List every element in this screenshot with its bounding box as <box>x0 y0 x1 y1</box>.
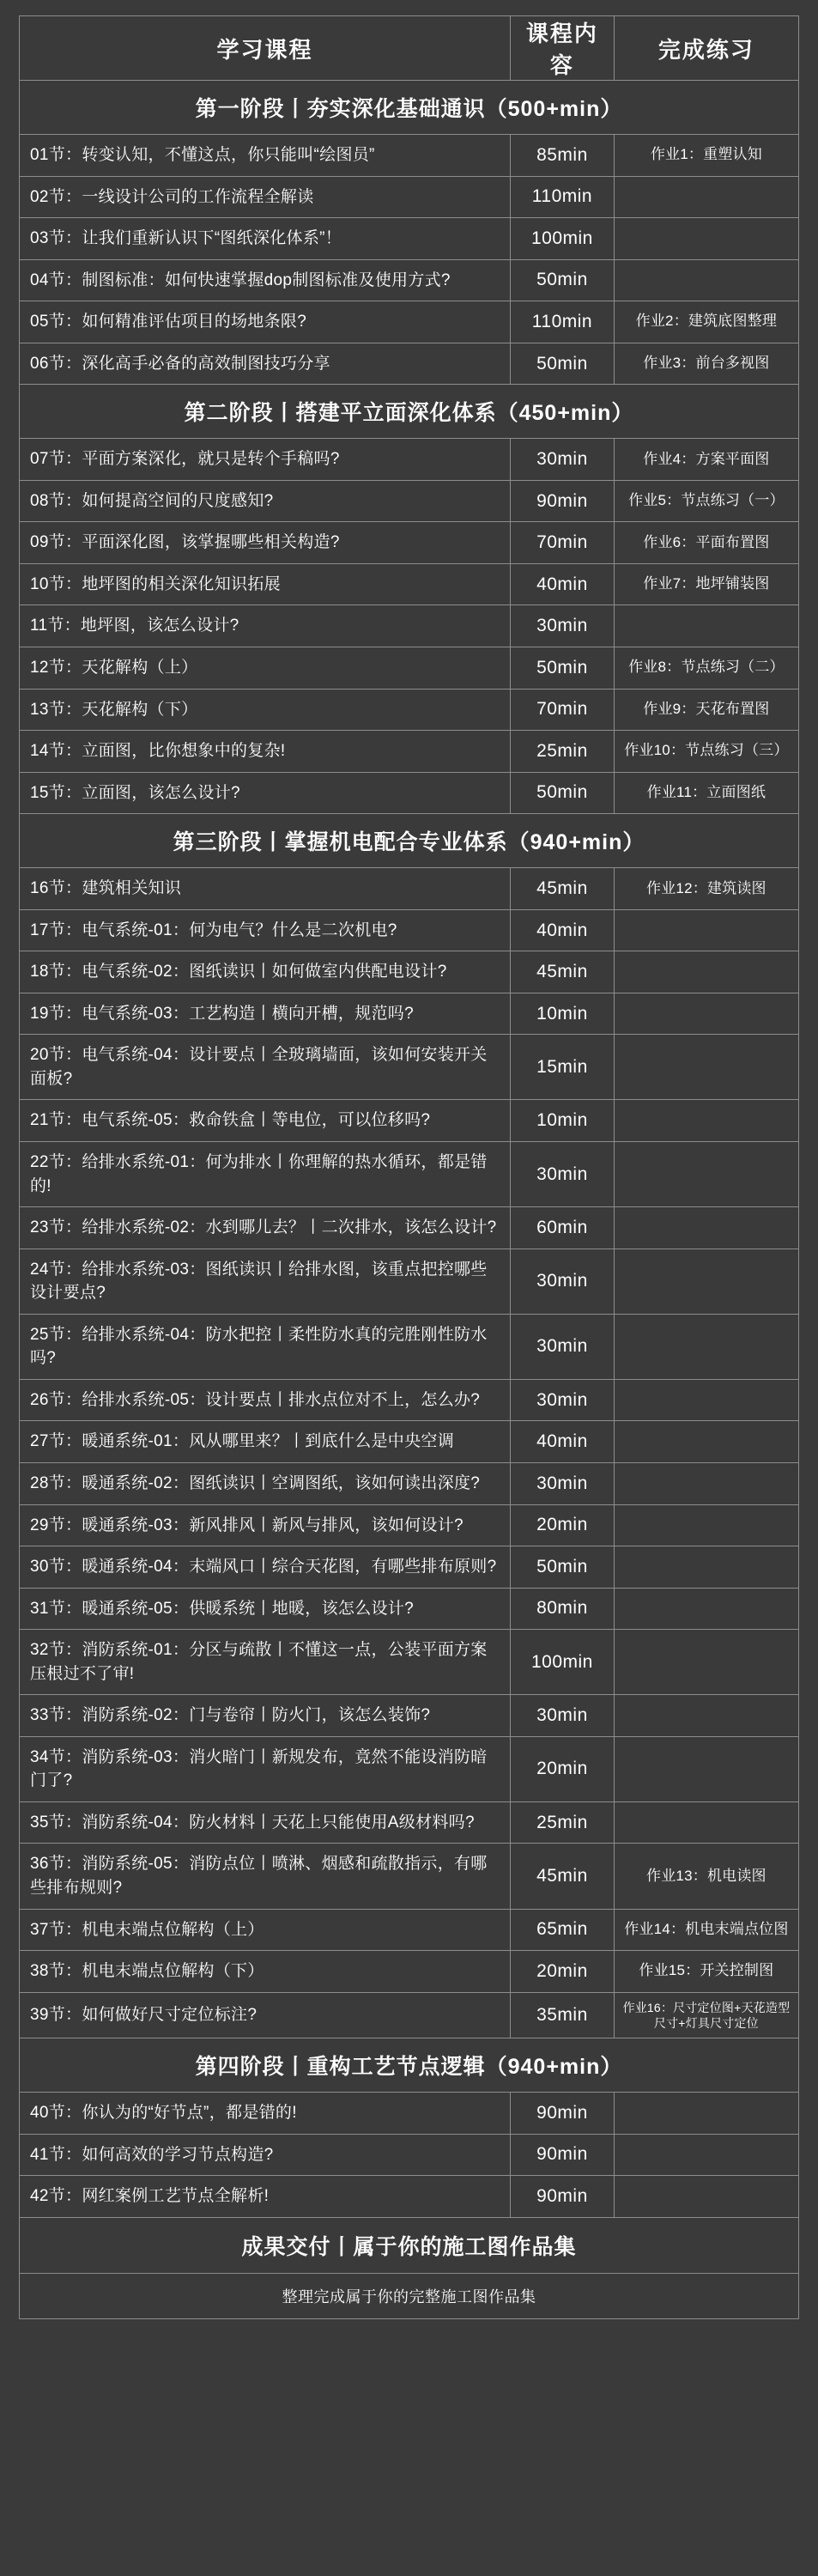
lesson-homework: 作业7：地坪铺装图 <box>614 563 798 605</box>
lesson-duration: 100min <box>511 1630 615 1695</box>
lesson-duration: 110min <box>511 301 615 343</box>
lesson-title[interactable]: 33节：消防系统-02：门与卷帘丨防火门，该怎么装饰? <box>20 1695 511 1737</box>
lesson-homework <box>614 259 798 301</box>
table-row[interactable] <box>20 689 799 731</box>
header-row <box>20 16 799 81</box>
table-row[interactable] <box>20 951 799 993</box>
table-row[interactable] <box>20 1844 799 1909</box>
table-row[interactable] <box>20 259 799 301</box>
lesson-homework <box>614 1801 798 1844</box>
stage-title: 第三阶段丨掌握机电配合专业体系（940+min） <box>20 814 799 868</box>
lesson-duration: 20min <box>511 1736 615 1801</box>
table-row[interactable] <box>20 868 799 910</box>
lesson-homework: 作业10：节点练习（三） <box>614 731 798 773</box>
lesson-title[interactable]: 27节：暖通系统-01：风从哪里来？丨到底什么是中央空调 <box>20 1421 511 1463</box>
deliverable-title: 成果交付丨属于你的施工图作品集 <box>20 2217 799 2273</box>
lesson-homework <box>614 951 798 993</box>
lesson-title[interactable]: 41节：如何高效的学习节点构造? <box>20 2134 511 2176</box>
lesson-homework <box>614 1142 798 1207</box>
lesson-homework <box>614 1035 798 1100</box>
lesson-homework: 作业11：立面图纸 <box>614 772 798 814</box>
lesson-homework <box>614 1504 798 1546</box>
lesson-homework <box>614 605 798 647</box>
lesson-title[interactable]: 17节：电气系统-01：何为电气？什么是二次机电? <box>20 909 511 951</box>
lesson-duration: 45min <box>511 1844 615 1909</box>
lesson-title[interactable]: 21节：电气系统-05：救命铁盒丨等电位，可以位移吗? <box>20 1100 511 1142</box>
lesson-duration: 30min <box>511 605 615 647</box>
lesson-homework: 作业9：天花布置图 <box>614 689 798 731</box>
lesson-homework: 作业12：建筑读图 <box>614 868 798 910</box>
lesson-title[interactable]: 28节：暖通系统-02：图纸读识丨空调图纸，该如何读出深度? <box>20 1462 511 1504</box>
lesson-duration: 50min <box>511 259 615 301</box>
lesson-duration: 90min <box>511 2092 615 2134</box>
lesson-duration: 50min <box>511 647 615 690</box>
table-row[interactable] <box>20 1142 799 1207</box>
table-row[interactable] <box>20 1462 799 1504</box>
lesson-homework: 作业1：重塑认知 <box>614 135 798 177</box>
lesson-duration: 35min <box>511 1992 615 2038</box>
lesson-homework <box>614 1546 798 1589</box>
table-header <box>20 16 799 81</box>
lesson-title[interactable]: 16节：建筑相关知识 <box>20 868 511 910</box>
lesson-homework <box>614 1695 798 1737</box>
lesson-title[interactable]: 26节：给排水系统-05：设计要点丨排水点位对不上，怎么办? <box>20 1379 511 1421</box>
table-row[interactable] <box>20 1951 799 1993</box>
table-row[interactable] <box>20 480 799 522</box>
course-table <box>19 15 799 2319</box>
lesson-duration: 40min <box>511 563 615 605</box>
lesson-title[interactable]: 13节：天花解构（下） <box>20 689 511 731</box>
lesson-homework <box>614 1462 798 1504</box>
table-row[interactable] <box>20 647 799 690</box>
lesson-title[interactable]: 01节：转变认知，不懂这点，你只能叫“绘图员” <box>20 135 511 177</box>
lesson-title[interactable]: 03节：让我们重新认识下“图纸深化体系”！ <box>20 218 511 260</box>
table-row[interactable] <box>20 2134 799 2176</box>
table-row[interactable] <box>20 1695 799 1737</box>
table-row[interactable] <box>20 2092 799 2134</box>
lesson-title[interactable]: 05节：如何精准评估项目的场地条限? <box>20 301 511 343</box>
lesson-title[interactable]: 34节：消防系统-03：消火暗门丨新规发布，竟然不能设消防暗门了? <box>20 1736 511 1801</box>
table-row[interactable] <box>20 176 799 218</box>
lesson-title[interactable]: 07节：平面方案深化，就只是转个手稿吗? <box>20 439 511 481</box>
lesson-title[interactable]: 20节：电气系统-04：设计要点丨全玻璃墙面，该如何安装开关面板? <box>20 1035 511 1100</box>
table-row[interactable] <box>20 1909 799 1951</box>
lesson-homework <box>614 1630 798 1695</box>
table-row[interactable] <box>20 1379 799 1421</box>
stage-row <box>20 385 799 439</box>
lesson-duration: 20min <box>511 1951 615 1993</box>
column-header-homework: 完成练习 <box>614 16 798 81</box>
lesson-duration: 15min <box>511 1035 615 1100</box>
lesson-homework: 作业6：平面布置图 <box>614 522 798 564</box>
lesson-duration: 25min <box>511 1801 615 1844</box>
lesson-title[interactable]: 30节：暖通系统-04：末端风口丨综合天花图，有哪些排布原则? <box>20 1546 511 1589</box>
lesson-homework: 作业8：节点练习（二） <box>614 647 798 690</box>
lesson-title[interactable]: 02节：一线设计公司的工作流程全解读 <box>20 176 511 218</box>
lesson-duration: 40min <box>511 909 615 951</box>
table-row[interactable] <box>20 1100 799 1142</box>
lesson-duration: 50min <box>511 343 615 385</box>
lesson-homework <box>614 1314 798 1379</box>
lesson-duration: 30min <box>511 1379 615 1421</box>
lesson-homework <box>614 909 798 951</box>
table-row[interactable] <box>20 563 799 605</box>
lesson-title[interactable]: 19节：电气系统-03：工艺构造丨横向开槽，规范吗? <box>20 993 511 1035</box>
lesson-title[interactable]: 37节：机电末端点位解构（上） <box>20 1909 511 1951</box>
footer-title-row <box>20 2217 799 2273</box>
lesson-duration: 70min <box>511 522 615 564</box>
table-row[interactable] <box>20 439 799 481</box>
lesson-homework <box>614 176 798 218</box>
table-row[interactable] <box>20 772 799 814</box>
table-row[interactable] <box>20 1736 799 1801</box>
table-row[interactable] <box>20 2176 799 2218</box>
lesson-title[interactable]: 10节：地坪图的相关深化知识拓展 <box>20 563 511 605</box>
table-row[interactable] <box>20 135 799 177</box>
lesson-homework: 作业15：开关控制图 <box>614 1951 798 1993</box>
lesson-title[interactable]: 04节：制图标准：如何快速掌握dop制图标准及使用方式? <box>20 259 511 301</box>
lesson-duration: 90min <box>511 480 615 522</box>
lesson-duration: 30min <box>511 1695 615 1737</box>
stage-row <box>20 814 799 868</box>
lesson-duration: 30min <box>511 1249 615 1314</box>
lesson-duration: 10min <box>511 993 615 1035</box>
lesson-duration: 70min <box>511 689 615 731</box>
table-row[interactable] <box>20 1546 799 1589</box>
table-row[interactable] <box>20 301 799 343</box>
lesson-homework: 作业13：机电读图 <box>614 1844 798 1909</box>
lesson-duration: 85min <box>511 135 615 177</box>
lesson-duration: 45min <box>511 951 615 993</box>
lesson-homework: 作业2：建筑底图整理 <box>614 301 798 343</box>
lesson-duration: 90min <box>511 2176 615 2218</box>
deliverable-note: 整理完成属于你的完整施工图作品集 <box>20 2273 799 2318</box>
lesson-homework <box>614 218 798 260</box>
table-row[interactable] <box>20 1992 799 2038</box>
lesson-duration: 20min <box>511 1504 615 1546</box>
lesson-homework <box>614 2134 798 2176</box>
lesson-duration: 30min <box>511 439 615 481</box>
lesson-title[interactable]: 11节：地坪图，该怎么设计? <box>20 605 511 647</box>
lesson-homework <box>614 1379 798 1421</box>
lesson-title[interactable]: 24节：给排水系统-03：图纸读识丨给排水图，该重点把控哪些设计要点? <box>20 1249 511 1314</box>
lesson-duration: 100min <box>511 218 615 260</box>
stage-row <box>20 2038 799 2092</box>
lesson-title[interactable]: 08节：如何提高空间的尺度感知? <box>20 480 511 522</box>
lesson-title[interactable]: 39节：如何做好尺寸定位标注? <box>20 1992 511 2038</box>
table-row[interactable] <box>20 1249 799 1314</box>
lesson-title[interactable]: 14节：立面图，比你想象中的复杂! <box>20 731 511 773</box>
lesson-title[interactable]: 18节：电气系统-02：图纸读识丨如何做室内供配电设计? <box>20 951 511 993</box>
table-row[interactable] <box>20 1421 799 1463</box>
table-body <box>20 81 799 2218</box>
lesson-homework <box>614 1100 798 1142</box>
table-row[interactable] <box>20 343 799 385</box>
stage-title: 第四阶段丨重构工艺节点逻辑（940+min） <box>20 2038 799 2092</box>
lesson-title[interactable]: 25节：给排水系统-04：防水把控丨柔性防水真的完胜刚性防水吗? <box>20 1314 511 1379</box>
table-row[interactable] <box>20 1801 799 1844</box>
lesson-duration: 50min <box>511 772 615 814</box>
lesson-duration: 50min <box>511 1546 615 1589</box>
lesson-title[interactable]: 32节：消防系统-01：分区与疏散丨不懂这一点，公装平面方案压根过不了审! <box>20 1630 511 1695</box>
column-header-duration: 课程内容 <box>511 16 615 81</box>
lesson-title[interactable]: 40节：你认为的“好节点”，都是错的! <box>20 2092 511 2134</box>
column-header-course: 学习课程 <box>20 16 511 81</box>
lesson-duration: 10min <box>511 1100 615 1142</box>
lesson-homework <box>614 1249 798 1314</box>
lesson-title[interactable]: 35节：消防系统-04：防火材料丨天花上只能使用A级材料吗? <box>20 1801 511 1844</box>
table-row[interactable] <box>20 1630 799 1695</box>
table-footer <box>20 2217 799 2318</box>
lesson-duration: 25min <box>511 731 615 773</box>
lesson-homework <box>614 1207 798 1249</box>
stage-row <box>20 81 799 135</box>
lesson-title[interactable]: 38节：机电末端点位解构（下） <box>20 1951 511 1993</box>
lesson-duration: 110min <box>511 176 615 218</box>
lesson-homework <box>614 1588 798 1630</box>
lesson-duration: 30min <box>511 1462 615 1504</box>
lesson-duration: 30min <box>511 1142 615 1207</box>
footer-note-row <box>20 2273 799 2318</box>
table-row[interactable] <box>20 522 799 564</box>
table-row[interactable] <box>20 1504 799 1546</box>
table-row[interactable] <box>20 993 799 1035</box>
table-row[interactable] <box>20 1207 799 1249</box>
lesson-homework: 作业5：节点练习（一） <box>614 480 798 522</box>
lesson-title[interactable]: 06节：深化高手必备的高效制图技巧分享 <box>20 343 511 385</box>
lesson-homework <box>614 993 798 1035</box>
lesson-title[interactable]: 09节：平面深化图，该掌握哪些相关构造? <box>20 522 511 564</box>
lesson-duration: 60min <box>511 1207 615 1249</box>
lesson-homework <box>614 1421 798 1463</box>
lesson-duration: 45min <box>511 868 615 910</box>
lesson-duration: 65min <box>511 1909 615 1951</box>
table-row[interactable] <box>20 731 799 773</box>
lesson-title[interactable]: 42节：网红案例工艺节点全解析! <box>20 2176 511 2218</box>
table-row[interactable] <box>20 605 799 647</box>
lesson-title[interactable]: 36节：消防系统-05：消防点位丨喷淋、烟感和疏散指示，有哪些排布规则? <box>20 1844 511 1909</box>
lesson-homework <box>614 2176 798 2218</box>
lesson-title[interactable]: 12节：天花解构（上） <box>20 647 511 690</box>
lesson-title[interactable]: 31节：暖通系统-05：供暖系统丨地暖，该怎么设计? <box>20 1588 511 1630</box>
lesson-homework: 作业16：尺寸定位图+天花造型尺寸+灯具尺寸定位 <box>614 1992 798 2038</box>
stage-title: 第二阶段丨搭建平立面深化体系（450+min） <box>20 385 799 439</box>
table-row[interactable] <box>20 1314 799 1379</box>
table-row[interactable] <box>20 909 799 951</box>
stage-title: 第一阶段丨夯实深化基础通识（500+min） <box>20 81 799 135</box>
lesson-homework: 作业4：方案平面图 <box>614 439 798 481</box>
lesson-duration: 40min <box>511 1421 615 1463</box>
lesson-duration: 90min <box>511 2134 615 2176</box>
table-row[interactable] <box>20 1035 799 1100</box>
lesson-duration: 80min <box>511 1588 615 1630</box>
lesson-homework <box>614 1736 798 1801</box>
lesson-homework: 作业14：机电末端点位图 <box>614 1909 798 1951</box>
lesson-duration: 30min <box>511 1314 615 1379</box>
lesson-title[interactable]: 23节：给排水系统-02：水到哪儿去？丨二次排水，该怎么设计? <box>20 1207 511 1249</box>
table-row[interactable] <box>20 1588 799 1630</box>
lesson-title[interactable]: 22节：给排水系统-01：何为排水丨你理解的热水循环，都是错的! <box>20 1142 511 1207</box>
lesson-homework <box>614 2092 798 2134</box>
lesson-title[interactable]: 15节：立面图，该怎么设计? <box>20 772 511 814</box>
table-row[interactable] <box>20 218 799 260</box>
lesson-homework: 作业3：前台多视图 <box>614 343 798 385</box>
lesson-title[interactable]: 29节：暖通系统-03：新风排风丨新风与排风，该如何设计? <box>20 1504 511 1546</box>
